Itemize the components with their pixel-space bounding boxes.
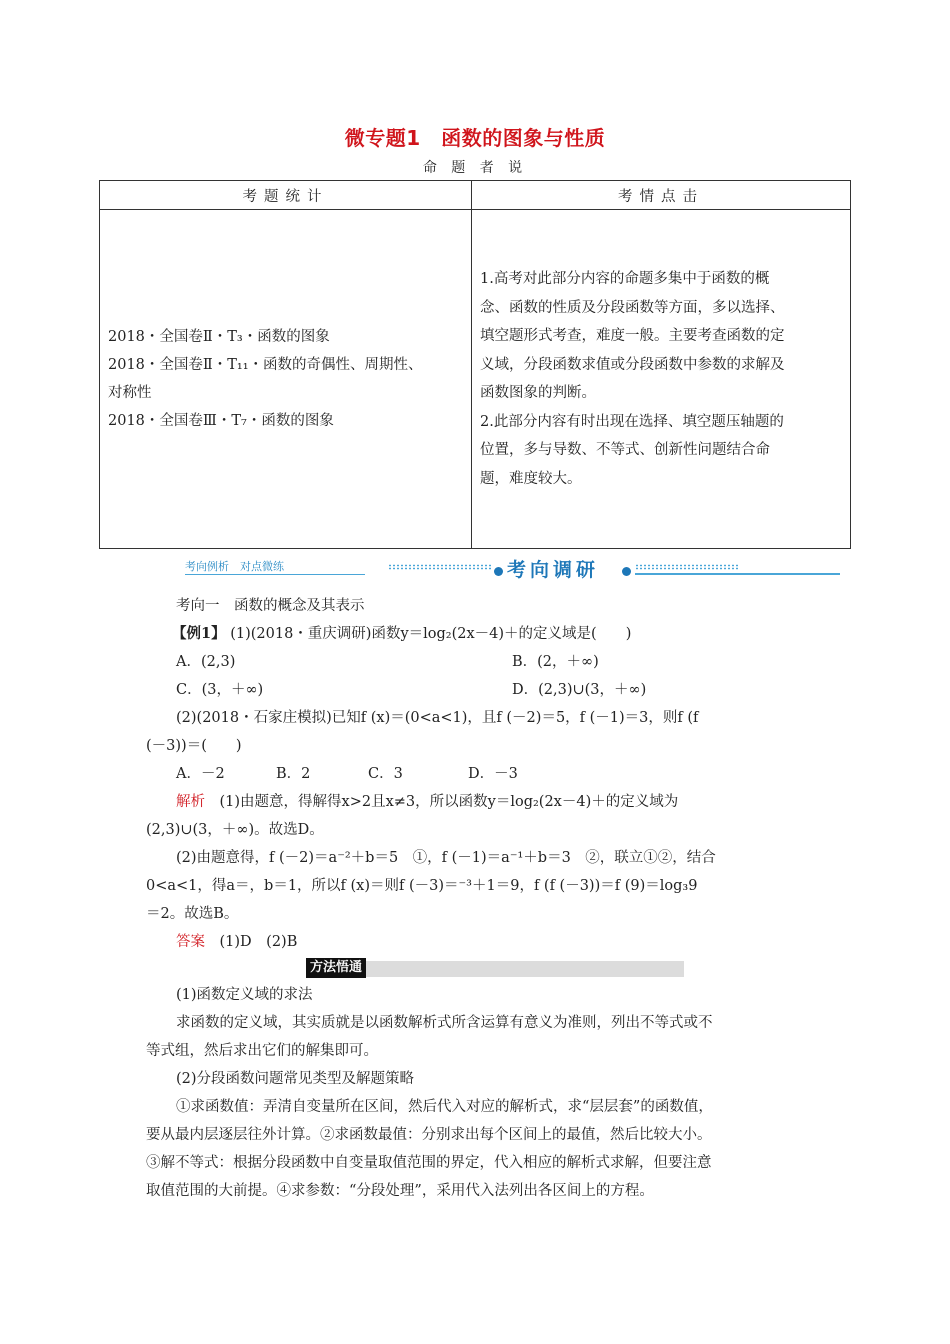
- banner-dots-right: [635, 564, 740, 570]
- analysis-line: 念、函数的性质及分段函数等方面，多以选择、: [480, 299, 785, 316]
- analysis-1-line-1: [146, 788, 836, 816]
- method-1-line-2: 等式组，然后求出它们的解集即可。: [146, 1043, 378, 1059]
- method-summary-bar: [306, 961, 684, 977]
- stats-line: 2018・全国卷Ⅱ・T₃・函数的图象: [108, 329, 330, 345]
- table-header-stats: 考题统计: [100, 181, 472, 210]
- exam-stats-table: [99, 180, 851, 549]
- question-2-line-2: (－3))＝( ): [146, 738, 242, 754]
- analysis-2-line-2: 0<a<1，得a＝，b＝1，所以f (x)＝则f (－3)＝⁻³＋1＝9，f (f (－3))＝f (9)＝log₃9: [146, 878, 698, 894]
- option-b: B．2: [276, 766, 311, 782]
- analysis-line: 位置，多与导数、不等式、创新性问题结合命: [480, 442, 770, 458]
- option-c: C．(3，＋∞): [176, 682, 264, 698]
- banner-bullet-left-icon: [494, 567, 503, 576]
- analysis-2-line-3: ＝2。故选B。: [146, 906, 239, 922]
- stats-line: 2018・全国卷Ⅲ・T₇・函数的图象: [108, 413, 334, 429]
- option-c: C．3: [368, 766, 403, 782]
- method-2-line-4: 取值范围的大前提。④求参数：“分段处理”，采用代入法列出各区间上的方程。: [146, 1183, 654, 1199]
- option-b: B．(2，＋∞): [512, 654, 599, 670]
- stats-line: 对称性: [108, 385, 152, 401]
- example-label: 【例1】: [172, 625, 226, 642]
- main-content: [146, 592, 836, 1205]
- method-summary-tag: 方法悟通: [306, 958, 366, 978]
- stats-line: 2018・全国卷Ⅱ・T₁₁・函数的奇偶性、周期性、: [108, 357, 423, 373]
- method-2-line-1: ①求函数值：弄清自变量所在区间，然后代入对应的解析式，求“层层套”的函数值，: [176, 1099, 713, 1115]
- table-header-analysis: 考情点击: [472, 181, 851, 210]
- banner-rule-right: [635, 573, 840, 575]
- banner-rule-left: [185, 574, 365, 575]
- document-title: 微专题1 函数的图象与性质: [344, 126, 606, 150]
- analysis-line: 填空题形式考查，难度一般。主要考查函数的定: [480, 328, 785, 344]
- question-2-options: [146, 760, 836, 788]
- analysis-cell: [472, 210, 851, 549]
- method-2-line-3: ③解不等式：根据分段函数中自变量取值范围的界定，代入相应的解析式求解，但要注意: [146, 1155, 712, 1171]
- option-d: D．(2,3)∪(3，＋∞): [512, 682, 647, 698]
- analysis-label: 解析: [176, 794, 205, 810]
- banner-dots-left: [388, 564, 493, 570]
- banner-bullet-right-icon: [622, 567, 631, 576]
- section-title: 考向一 函数的概念及其表示: [176, 598, 365, 614]
- method-1-line-1: 求函数的定义域，其实质就是以函数解析式所含运算有意义为准则，列出不等式或不: [176, 1015, 713, 1031]
- analysis-line: 义域，分段函数求值或分段函数中参数的求解及: [480, 356, 785, 373]
- analysis-1-line-2: (2,3)∪(3，＋∞)。故选D。: [146, 822, 324, 838]
- option-a: A．(2,3): [176, 654, 236, 670]
- document-subtitle: 命 题 者 说: [422, 160, 528, 176]
- method-2-line-2: 要从最内层逐层往外计算。②求函数最值：分别求出每个区间上的最值，然后比较大小。: [146, 1127, 712, 1143]
- question-1-options-row-2: [146, 676, 836, 704]
- section-banner: [180, 555, 845, 583]
- question-1-options-row-1: [146, 648, 836, 676]
- analysis-line: 1.高考对此部分内容的命题多集中于函数的概: [480, 271, 770, 287]
- example-question-1: [146, 620, 836, 648]
- option-a: A．－2: [176, 766, 225, 782]
- banner-subtitle: 考向例析 对点微练: [185, 560, 284, 573]
- question-1-text: (1)(2018・重庆调研)函数y＝log₂(2x－4)＋的定义域是( ): [230, 626, 632, 642]
- answer-text: (1)D (2)B: [205, 934, 298, 950]
- method-2-title: (2)分段函数问题常见类型及解题策略: [176, 1071, 415, 1087]
- method-1-title: (1)函数定义域的求法: [176, 987, 313, 1003]
- analysis-line: 2.此部分内容有时出现在选择、填空题压轴题的: [480, 413, 784, 430]
- analysis-line: 函数图象的判断。: [480, 385, 596, 401]
- option-d: D．－3: [468, 766, 518, 782]
- banner-heading: 考向调研: [507, 559, 600, 581]
- analysis-line: 题，难度较大。: [480, 470, 582, 487]
- question-2-line-1: (2)(2018・石家庄模拟)已知f (x)＝(0<a<1)，且f (－2)＝5，f (－1)＝3，则f (f: [176, 710, 699, 726]
- answer-label: 答案: [176, 934, 205, 950]
- stats-cell: [100, 210, 472, 549]
- analysis-2-line-1: (2)由题意得，f (－2)＝a⁻²＋b＝5 ①，f (－1)＝a⁻¹＋b＝3 ②，联立①②，结合: [176, 850, 716, 866]
- analysis-1-text: (1)由题意，得解得x>2且x≠3，所以函数y＝log₂(2x－4)＋的定义域为: [205, 794, 679, 810]
- answer-line: [146, 928, 836, 956]
